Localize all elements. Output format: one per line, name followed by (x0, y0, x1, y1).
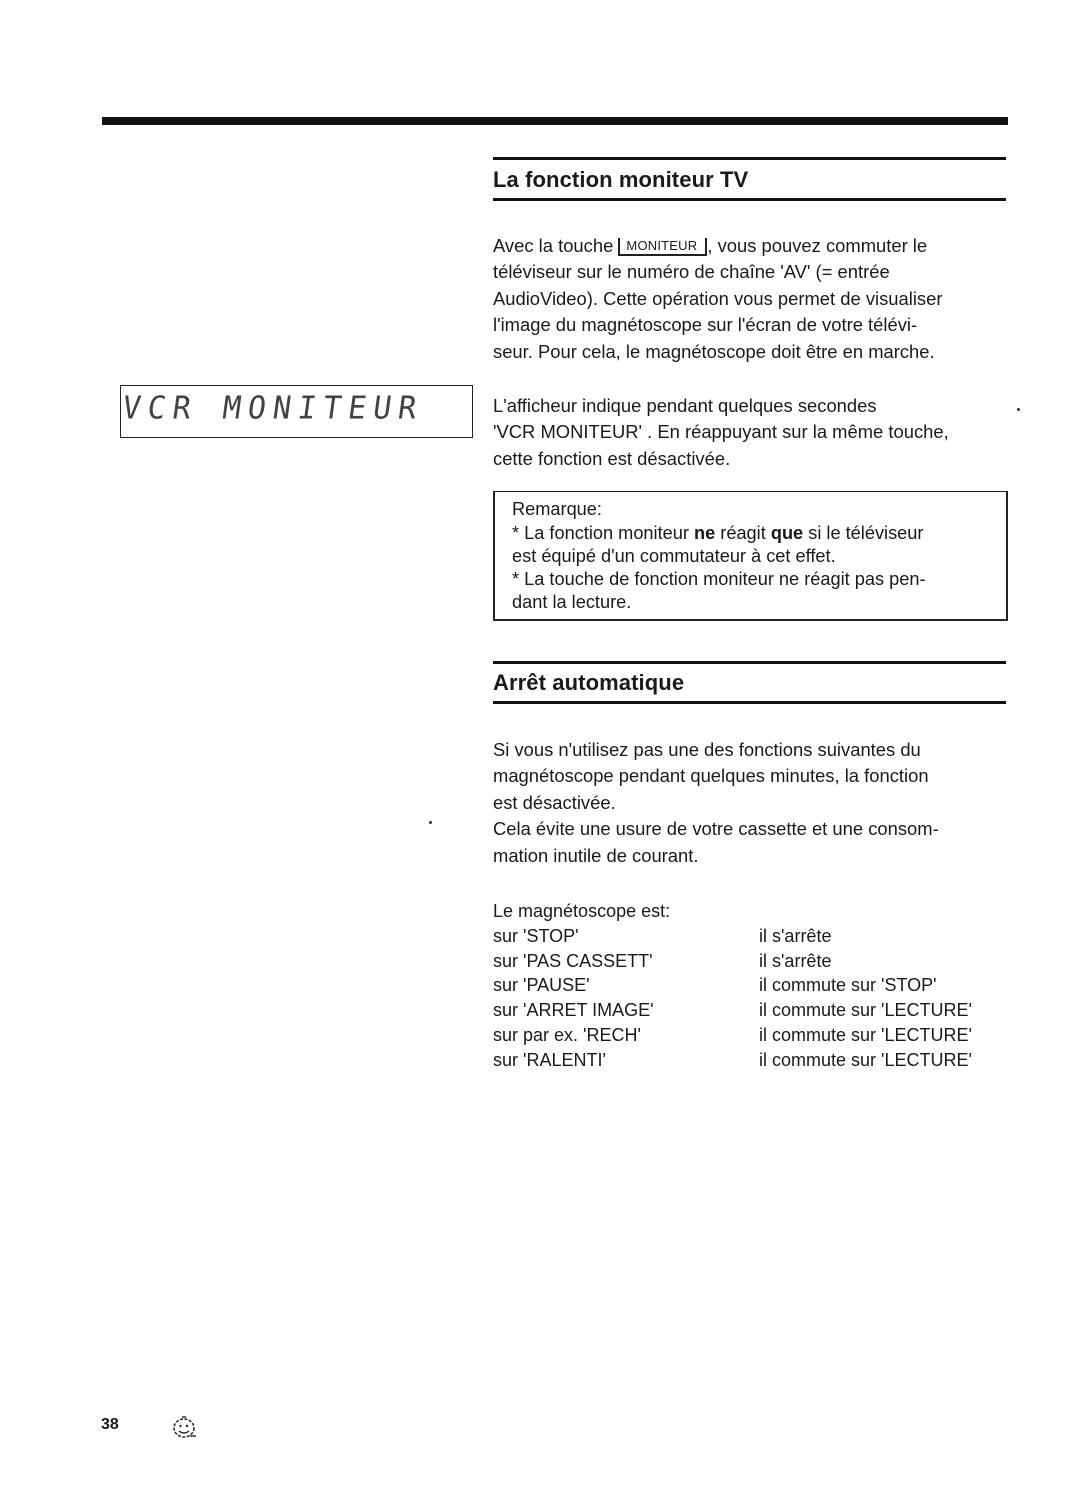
lcd-text: VCR MONITEUR (120, 390, 426, 427)
table-row: sur 'PAS CASSETT' il s'arrête (493, 950, 832, 971)
state-table (493, 899, 1009, 1073)
arret-paragraph: Si vous n'utilisez pas une des fonctions suivantes du magnétoscope pendant quelques minutes, la fonction est désactivée. Cela évite une usure de votre cassette et une consom- mation inutile de courant. (493, 739, 939, 866)
scan-dot (429, 821, 432, 824)
remark-item-1: * La fonction moniteur ne réagit que si le téléviseur (512, 523, 924, 543)
vcr-display (120, 385, 473, 438)
smiley-logo-icon (170, 1414, 200, 1440)
table-row: sur 'PAUSE' il commute sur 'STOP' (493, 975, 937, 996)
table-header: Le magnétoscope est: (493, 901, 671, 921)
scan-dot (1017, 408, 1020, 411)
remark-box: Remarque: * La fonction moniteur ne réagit que si le téléviseur est équipé d'un commutateur à cet effet. * La touche de fonction moniteur ne réagit pas pen- dant la lecture. (493, 491, 1008, 621)
afficheur-paragraph: L'afficheur indique pendant quelques secondes 'VCR MONITEUR' . En réappuyant sur la même touche, cette fonction est désactivée. (493, 395, 949, 469)
section-top-rule (493, 157, 1006, 160)
section-top-rule (493, 661, 1006, 664)
section-title-arret: Arrêt automatique (493, 670, 685, 695)
moniteur-key: MONITEUR (618, 238, 707, 256)
table-row: sur 'STOP' il s'arrête (493, 925, 832, 946)
page-number: 38 (101, 1416, 119, 1433)
section-bottom-rule (493, 701, 1006, 704)
section-bottom-rule (493, 198, 1006, 201)
remark-item-2: * La touche de fonction moniteur ne réagit pas pen- (512, 569, 926, 589)
table-row: sur par ex. 'RECH' il commute sur 'LECTURE' (493, 1024, 972, 1045)
moniteur-paragraph: Avec la touche MONITEUR , vous pouvez commuter le téléviseur sur le numéro de chaîne 'AV' (= entrée AudioVideo). Cette opération vous permet de visualiser l'image du magnétoscope sur l'écran de votre télévi- seur. Pour cela, le magnétoscope doit être en marche. (493, 235, 943, 362)
table-row: sur 'RALENTI' il commute sur 'LECTURE' (493, 1049, 972, 1070)
table-row: sur 'ARRET IMAGE' il commute sur 'LECTURE' (493, 1000, 972, 1021)
top-rule (102, 117, 1008, 125)
section-title-moniteur: La fonction moniteur TV (493, 167, 749, 192)
remark-heading: Remarque: (512, 499, 602, 519)
